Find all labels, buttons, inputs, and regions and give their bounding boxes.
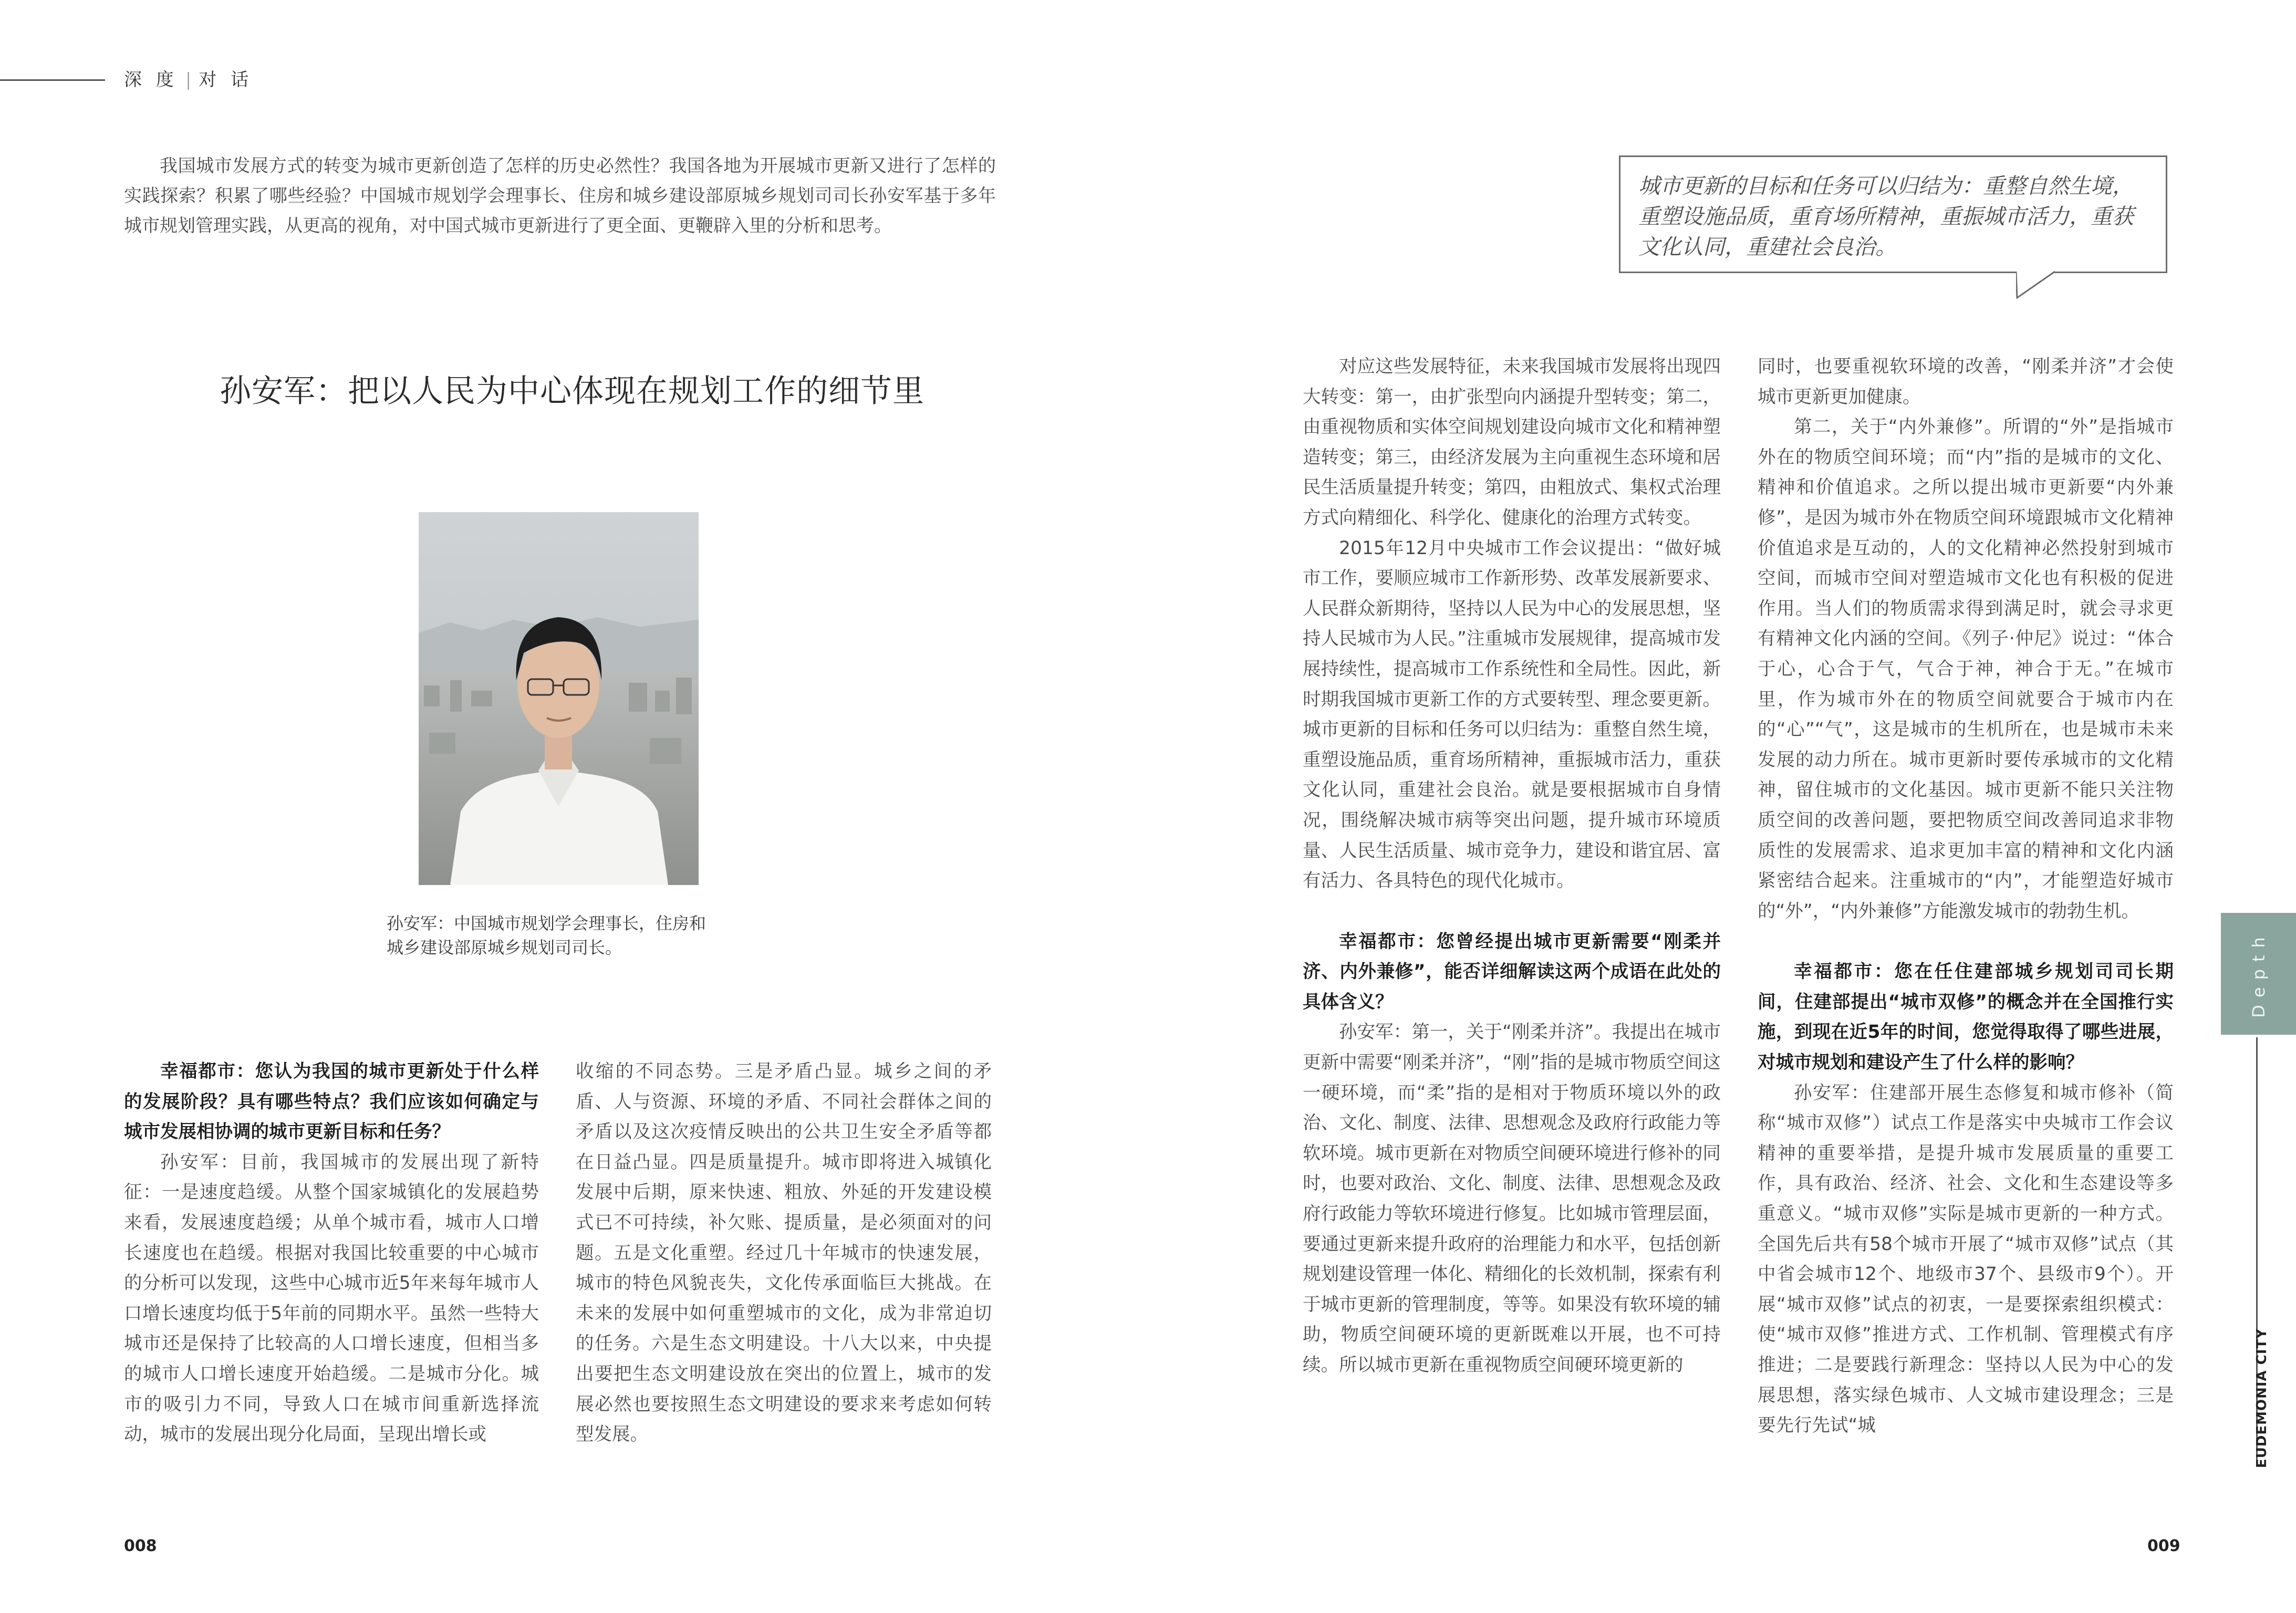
text-column-4 [1758,352,2174,1441]
question-3: 幸福都市：您在任住建部城乡规划司司长期间，住建部提出“城市双修”的概念并在全国推行实施，到现在近5年的时间，您觉得取得了哪些进展，对城市规划和建设产生了什么样的影响？ [1758,961,2174,1074]
question-2: 幸福都市：您曾经提出城市更新需要“刚柔并济、内外兼修”，能否详细解读这两个成语在此处的具体含义？ [1303,931,1721,1013]
text-column-3 [1303,352,1721,1381]
subsection-label: 对 话 [199,69,253,90]
page-number-left: 008 [124,1537,157,1555]
intro-paragraph [124,151,996,241]
portrait-illustration [419,512,699,885]
header-rule [0,79,105,81]
caption-line-1: 孙安军：中国城市规划学会理事长，住房和 [387,913,707,933]
pull-quote-text: 城市更新的目标和任务可以归结为：重整自然生境，重塑设施品质，重育场所精神，重振城市活力，重获文化认同，重建社会良治。 [1638,173,2134,259]
paragraph: 第二，关于“内外兼修”。所谓的“外”是指城市外在的物质空间环境；而“内”指的是城市的文化、精神和价值追求。之所以提出城市更新要“内外兼修”，是因为城市外在物质空间环境跟城市文化精神价值追求是互动的，人的文化精神必然投射到城市空间，而城市空间对塑造城市文化也有积极的促进作用。当人们的物质需求得到满足时，就会寻求更有精神文化内涵的空间。《列子·仲尼》说过：“体合于心，心合于气，气合于神，神合于无。”在城市里，作为城市外在的物质空间就要合于城市内在的“心”“气”，这是城市的生机所在，也是城市未来发展的动力所在。城市更新时要传承城市的文化精神，留住城市的文化基因。城市更新不能只关注物质空间的改善问题，要把物质空间改善同追求非物质性的发展需求、追求更加丰富的精神和文化内涵紧密结合起来。注重城市的“内”，才能塑造好城市的“外”，“内外兼修”方能激发城市的勃勃生机。 [1758,417,2174,922]
paragraph: 收缩的不同态势。三是矛盾凸显。城乡之间的矛盾、人与资源、环境的矛盾、不同社会群体之间的矛盾以及这次疫情反映出的公共卫生安全矛盾等都在日益凸显。四是质量提升。城市即将进入城镇化发展中后期，原来快速、粗放、外延的开发建设模式已不可持续，补欠账、提质量，是必须面对的问题。五是文化重塑。经过几十年城市的快速发展，城市的特色风貌丧失，文化传承面临巨大挑战。在未来的发展中如何重塑城市的文化，成为非常迫切的任务。六是生态文明建设。十八大以来，中央提出要把生态文明建设放在突出的位置上，城市的发展必然也要按照生态文明建设的要求来考虑如何转型发展。 [576,1061,992,1445]
article-title: 孙安军：把以人民为中心体现在规划工作的细节里 [220,373,924,410]
answer-2: 孙安军：第一，关于“刚柔并济”。我提出在城市更新中需要“刚柔并济”，“刚”指的是城市物质空间这一硬环境，而“柔”指的是相对于物质环境以外的政治、文化、制度、法律、思想观念及政府行政能力等软环境。城市更新在对物质空间硬环境进行修补的同时，也要对政治、文化、制度、法律、思想观念及政府行政能力等软环境进行修复。比如城市管理层面，要通过更新来提升政府的治理能力和水平，包括创新规划建设管理一体化、精细化的长效机制，探索有利于城市更新的管理制度，等等。如果没有软环境的辅助，物质空间硬环境的更新既难以开展，也不可持续。所以城市更新在重视物质空间硬环境更新的 [1303,1022,1721,1376]
section-label: 深 度 [124,69,178,90]
text-column-2 [576,1057,992,1450]
answer-3: 孙安军：住建部开展生态修复和城市修补（简称“城市双修”）试点工作是落实中央城市工作会议精神的重要举措，是提升城市发展质量的重要工作，具有政治、经济、社会、文化和生态建设等多重意义。“城市双修”实际是城市更新的一种方式。全国先后共有58个城市开展了“城市双修”试点（其中省会城市12个、地级市37个、县级市9个）。开展“城市双修”试点的初衷，一是要探索组织模式：使“城市双修”推进方式、工作机制、管理模式有序推进；二是要践行新理念：坚持以人民为中心的发展思想，落实绿色城市、人文城市建设理念；三是要先行先试“城 [1758,1082,2174,1437]
magazine-brand: EUDEMONIA CITY [2254,1328,2270,1469]
side-tab-label: Depth [2249,930,2269,1018]
caption-line-2: 城乡建设部原城乡规划司司长。 [387,938,622,958]
page-number-right: 009 [2147,1537,2180,1555]
paragraph: 2015年12月中央城市工作会议提出：“做好城市工作，要顺应城市工作新形势、改革发展新要求、人民群众新期待，坚持以人民为中心的发展思想，坚持人民城市为人民。”注重城市发展规律，提高城市发展持续性，提高城市工作系统性和全局性。因此，新时期我国城市更新工作的方式要转型、理念要更新。城市更新的目标和任务可以归结为：重整自然生境，重塑设施品质，重育场所精神，重振城市活力，重获文化认同，重建社会良治。就是要根据城市自身情况，围绕解决城市病等突出问题，提升城市环境质量、人民生活质量、城市竞争力，建设和谐宜居、富有活力、各具特色的现代化城市。 [1303,537,1721,892]
question-1: 幸福都市：您认为我国的城市更新处于什么样的发展阶段？具有哪些特点？我们应该如何确定与城市发展相协调的城市更新目标和任务？ [124,1061,539,1143]
section-header [124,65,253,91]
speech-bubble-tail-icon [2016,270,2055,299]
pull-quote [1619,155,2167,273]
paragraph: 对应这些发展特征，未来我国城市发展将出现四大转变：第一，由扩张型向内涵提升型转变；第二，由重视物质和实体空间规划建设向城市文化和精神塑造转变；第三，由经济发展为主向重视生态环境和居民生活质量提升转变；第四，由粗放式、集权式治理方式向精细化、科学化、健康化的治理方式转变。 [1303,356,1721,528]
paragraph: 同时，也要重视软环境的改善，“刚柔并济”才会使城市更新更加健康。 [1758,356,2174,408]
header-separator: | [185,69,192,90]
intro-text: 我国城市发展方式的转变为城市更新创造了怎样的历史必然性？我国各地为开展城市更新又进行了怎样的实践探索？积累了哪些经验？中国城市规划学会理事长、住房和城乡建设部原城乡规划司司长孙安军基于多年城市规划管理实践，从更高的视角，对中国式城市更新进行了更全面、更鞭辟入里的分析和思考。 [124,155,996,236]
photo-caption [387,911,744,960]
text-column-1 [124,1057,539,1450]
portrait-photo [419,512,699,885]
answer-1: 孙安军：目前，我国城市的发展出现了新特征：一是速度趋缓。从整个国家城镇化的发展趋势来看，发展速度趋缓；从单个城市看，城市人口增长速度也在趋缓。根据对我国比较重要的中心城市的分析可以发现，这些中心城市近5年来每年城市人口增长速度均低于5年前的同期水平。虽然一些特大城市还是保持了比较高的人口增长速度，但相当多的城市人口增长速度开始趋缓。二是城市分化。城市的吸引力不同，导致人口在城市间重新选择流动，城市的发展出现分化局面，呈现出增长或 [124,1151,539,1445]
